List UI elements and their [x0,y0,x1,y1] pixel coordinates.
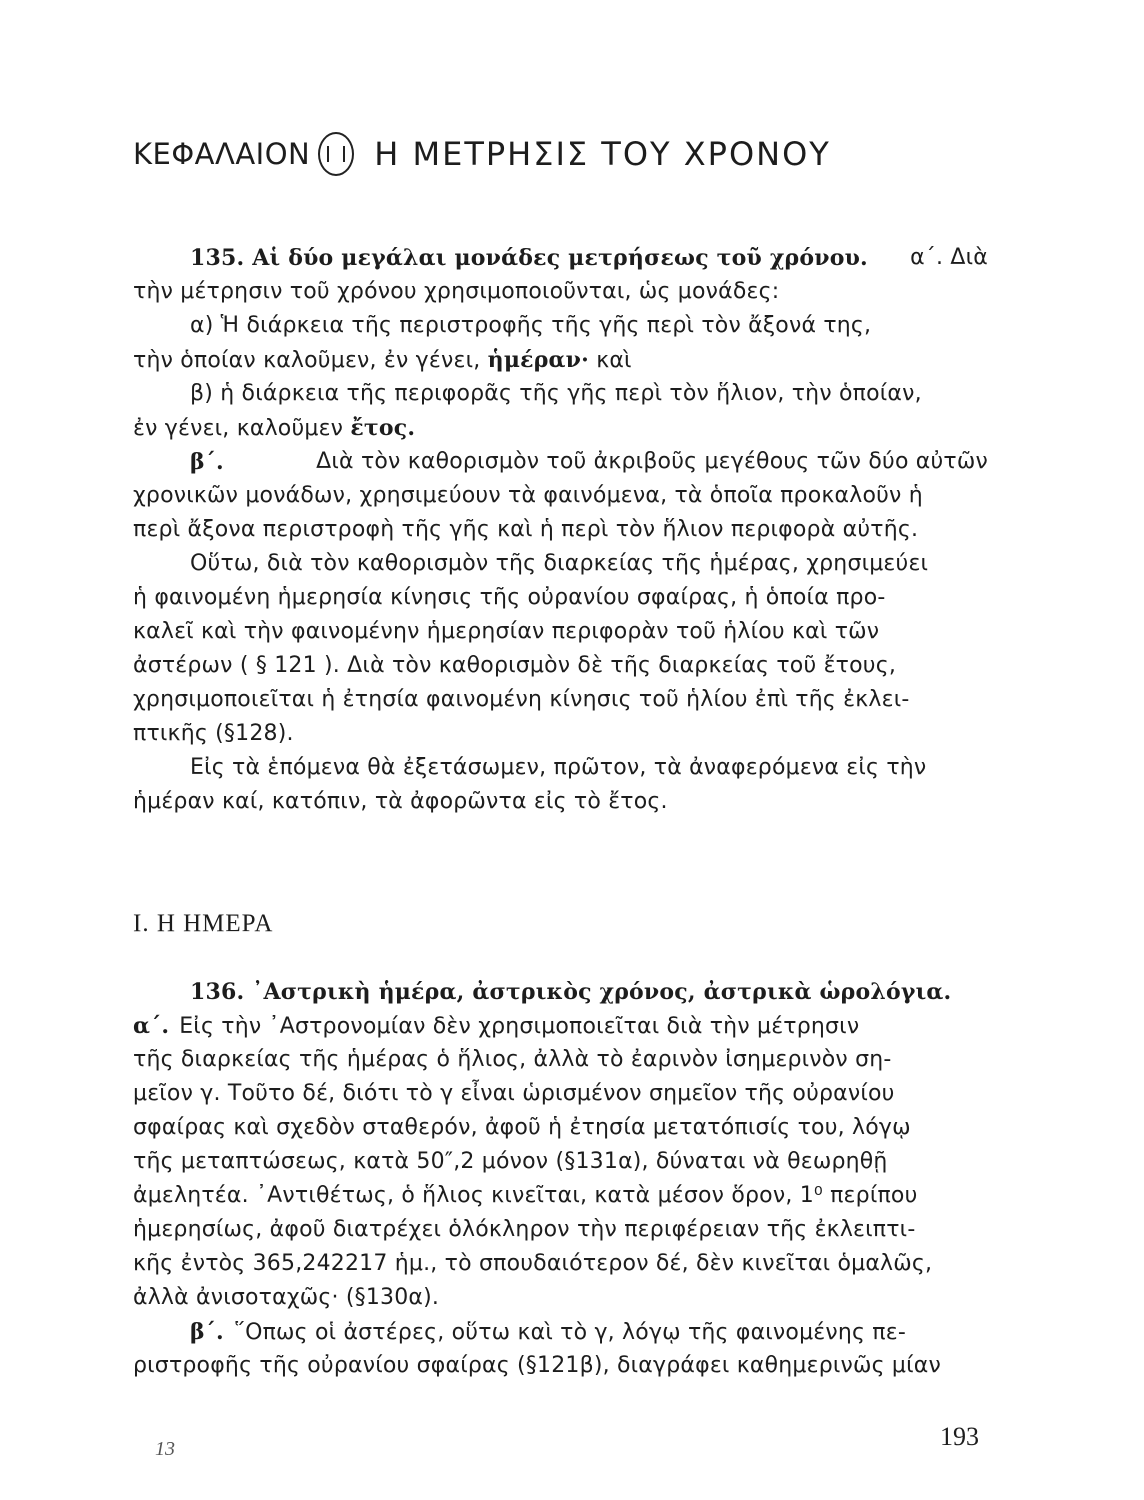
section-136-heading [133,975,988,1009]
subsection-label: α΄. [133,1013,170,1039]
paragraph-line: τῆς διαρκείας τῆς ἡμέρας ὁ ἥλιος, ἀλλὰ τὸ ἐαρινὸν ἰσημερινὸν ση- [133,1047,892,1072]
emphasized-term: ἡμέραν· [487,347,589,373]
chapter-title: Η ΜΕΤΡΗΣΙΣ ΤΟΥ ΧΡΟΝΟΥ [374,135,831,173]
emphasized-term: ἔτος. [350,415,416,441]
paragraph-line: ριστροφῆς τῆς οὐρανίου σφαίρας (§121β), διαγράφει καθημερινῶς μίαν [133,1353,941,1378]
paragraph-line: τὴν μέτρησιν τοῦ χρόνου χρησιμοποιοῦνται, ὡς μονάδες: [133,279,780,304]
paragraph-line: σφαίρας καὶ σχεδὸν σταθερόν, ἀφοῦ ἡ ἐτησία μετατόπισίς του, λόγῳ [133,1115,911,1140]
paragraph-line [133,411,988,445]
paragraph-line: χρονικῶν μονάδων, χρησιμεύουν τὰ φαινόμενα, τὰ ὁποῖα προκαλοῦν ἡ [133,483,923,508]
section-title: Αἱ δύο μεγάλαι μονάδες μετρήσεως τοῦ χρόνου. [252,245,868,271]
paragraph-line: β) ἡ διάρκεια τῆς περιφορᾶς τῆς γῆς περὶ τὸν ἥλιον, τὴν ὁποίαν, [190,381,922,406]
paragraph-line [133,1315,988,1349]
section-135-heading [133,241,988,275]
section-136 [133,975,988,1383]
paragraph-text: ἐν γένει, καλοῦμεν [133,416,344,441]
paragraph-line: ἀμελητέα. ᾿Αντιθέτως, ὁ ἥλιος κινεῖται, κατὰ μέσον ὅρον, 1⁰ περίπου [133,1183,918,1208]
paragraph-line [133,445,988,479]
chapter-label: ΚΕΦΑΛΑΙΟΝ [133,137,311,171]
paragraph-line: περὶ ἄξονα περιστροφὴ τῆς γῆς καὶ ἡ περὶ τὸν ἥλιον περιφορὰ αὐτῆς. [133,517,919,542]
paragraph-line [133,1009,988,1043]
paragraph-line: ἡμέραν καί, κατόπιν, τὰ ἀφορῶντα εἰς τὸ ἔτος. [133,789,668,814]
theta-letter-icon [318,132,354,176]
paragraph-text: τὴν ὁποίαν καλοῦμεν, ἐν γένει, [133,348,481,373]
paragraph-line: ἡμερησίως, ἀφοῦ διατρέχει ὁλόκληρον τὴν περιφέρειαν τῆς ἐκλειπτι- [133,1217,916,1242]
paragraph-text: α΄. Διὰ [910,245,988,270]
paragraph-line: καλεῖ καὶ τὴν φαινομένην ἡμερησίαν περιφορὰν τοῦ ἡλίου καὶ τῶν [133,619,880,644]
signature-mark: 13 [155,1438,175,1460]
page-number: 193 [940,1422,979,1451]
paragraph-text: Διὰ τὸν καθορισμὸν τοῦ ἀκριβοῦς μεγέθους τῶν δύο αὐτῶν [316,449,988,474]
paragraph-text: ῞Οπως οἱ ἀστέρες, οὕτω καὶ τὸ γ, λόγῳ τῆς φαινομένης πε- [233,1320,906,1345]
paragraph-line: Εἰς τὰ ἑπόμενα θὰ ἐξετάσωμεν, πρῶτον, τὰ ἀναφερόμενα εἰς τὴν [190,755,927,780]
paragraph-line: μεῖον γ. Τοῦτο δέ, διότι τὸ γ εἶναι ὡρισμένον σημεῖον τῆς οὐρανίου [133,1081,895,1106]
paragraph-line: τῆς μεταπτώσεως, κατὰ 50″,2 μόνον (§131α), δύναται νὰ θεωρηθῇ [133,1149,888,1174]
paragraph-line: α) Ἡ διάρκεια τῆς περιστροφῆς τῆς γῆς περὶ τὸν ἄξονά της, [190,313,872,338]
paragraph-line: ἀστέρων ( § 121 ). Διὰ τὸν καθορισμὸν δὲ τῆς διαρκείας τοῦ ἔτους, [133,653,897,678]
paragraph-text: Εἰς τὴν ᾿Αστρονομίαν δὲν χρησιμοποιεῖται διὰ τὴν μέτρησιν [179,1014,860,1039]
paragraph-line: ἡ φαινομένη ἡμερησία κίνησις τῆς οὐρανίου σφαίρας, ἡ ὁποία προ- [133,585,886,610]
section-title: ᾿Αστρικὴ ἡμέρα, ἀστρικὸς χρόνος, ἀστρικὰ ὡρολόγια. [252,979,952,1005]
subsection-label: β΄. [190,1319,224,1345]
paragraph-line: πτικῆς (§128). [133,721,294,746]
paragraph-line [133,343,988,377]
paragraph-text: καὶ [596,348,632,373]
paragraph-line: χρησιμοποιεῖται ἡ ἐτησία φαινομένη κίνησις τοῦ ἡλίου ἐπὶ τῆς ἐκλει- [133,687,910,712]
chapter-heading [133,132,1033,176]
section-135 [133,241,988,819]
section-heading: Ι. Η ΗΜΕΡΑ [133,910,274,937]
paragraph-line: ἀλλὰ ἀνισοταχῶς· (§130α). [133,1285,440,1310]
paragraph-line: κῆς ἐντὸς 365,242217 ἡμ., τὸ σπουδαιότερον δέ, δὲν κινεῖται ὁμαλῶς, [133,1251,933,1276]
section-number: 136. [190,979,245,1005]
paragraph-line: Οὕτω, διὰ τὸν καθορισμὸν τῆς διαρκείας τῆς ἡμέρας, χρησιμεύει [190,551,929,576]
subsection-label: β΄. [190,449,224,475]
section-number: 135. [190,245,245,271]
